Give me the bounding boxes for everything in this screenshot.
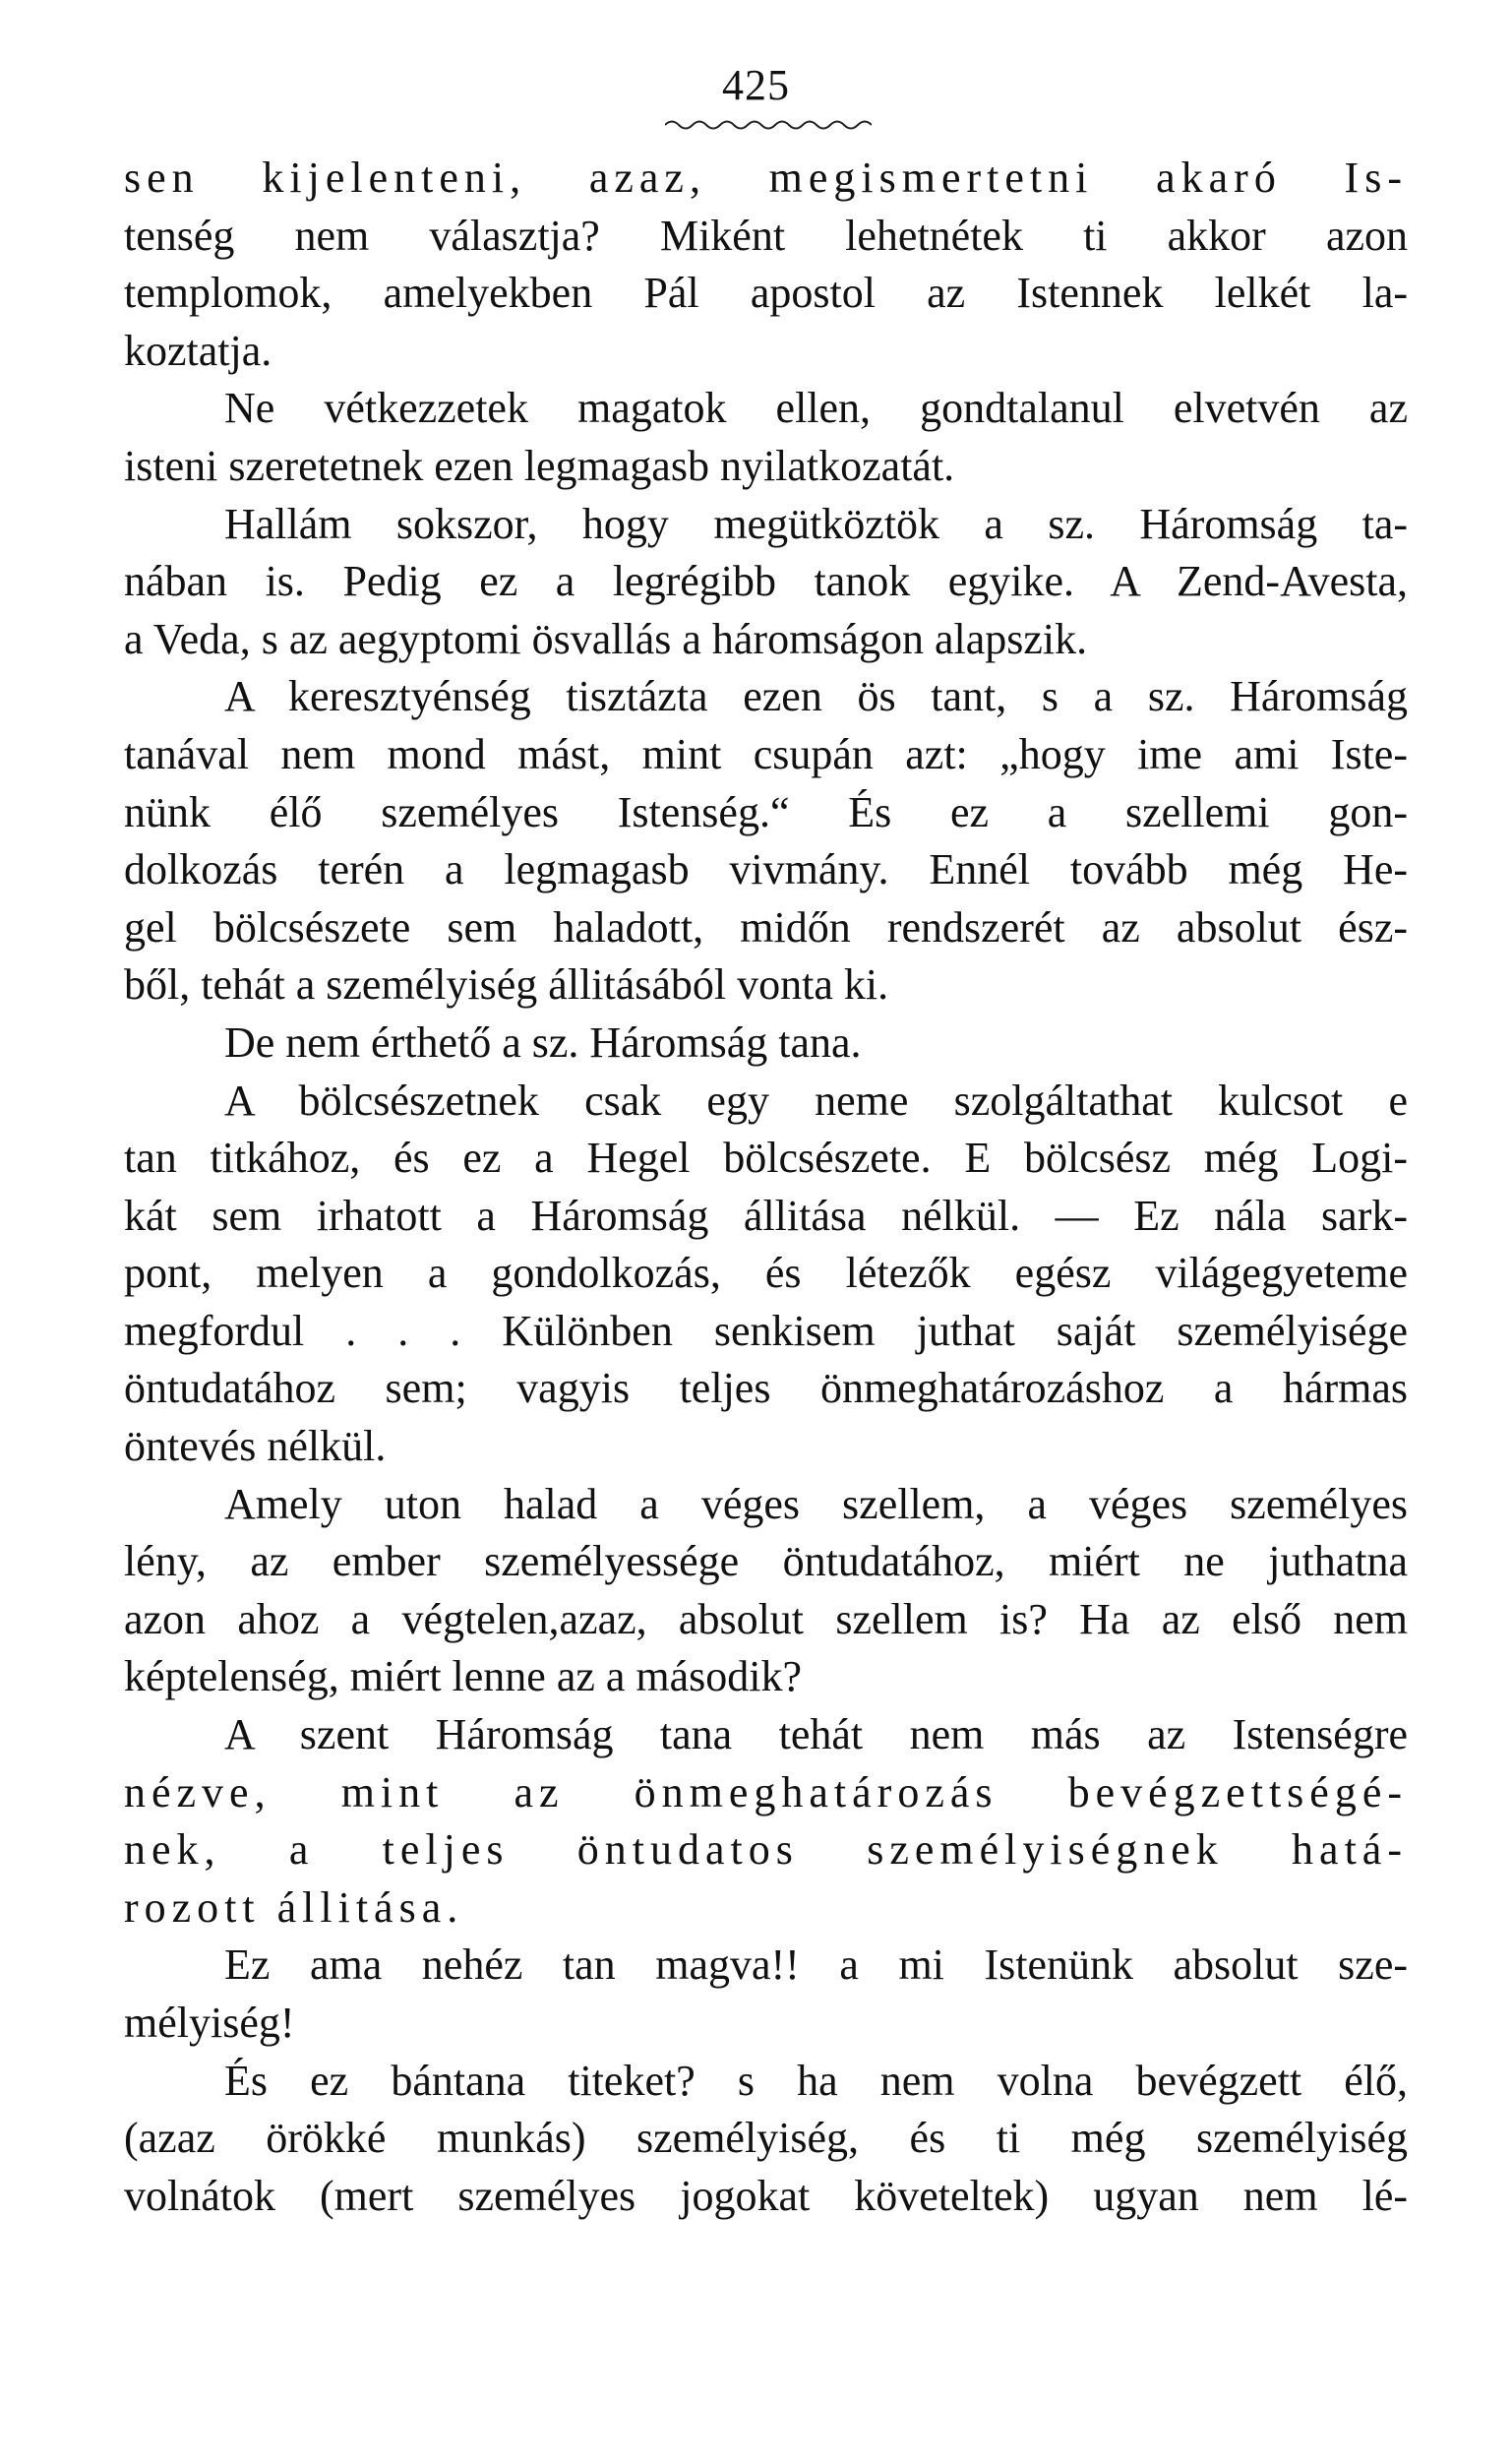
- text-line: nek, a teljes öntudatos személyiségnek hatá-: [124, 1825, 1408, 1875]
- text-line: templomok, amelyekben Pál apostol az Istennek lelkét la-: [124, 269, 1408, 318]
- text-line: volnátok (mert személyes jogokat követeltek) ugyan nem lé-: [124, 2171, 1408, 2220]
- text-line: Amely uton halad a véges szellem, a véges személyes: [224, 1479, 1408, 1528]
- text-line: lény, az ember személyessége öntudatához, miért ne juthatna: [124, 1537, 1408, 1586]
- text-line: képtelenség, miért lenne az a második?: [124, 1652, 803, 1701]
- text-line: Ez ama nehéz tan magva!! a mi Istenünk absolut sze-: [224, 1940, 1408, 1990]
- text-line: A bölcsészetnek csak egy neme szolgáltathat kulcsot e: [224, 1076, 1408, 1125]
- text-line: tenség nem választja? Miként lehetnétek ti akkor azon: [124, 211, 1408, 260]
- text-line: És ez bántana titeket? s ha nem volna bevégzett élő,: [224, 2056, 1408, 2105]
- text-line: rozott állitása.: [124, 1882, 464, 1932]
- text-line: nünk élő személyes Istenség.“ És ez a szellemi gon-: [124, 787, 1408, 836]
- text-line: pont, melyen a gondolkozás, és létezők egész világegyeteme: [124, 1249, 1408, 1298]
- text-line: azon ahoz a végtelen,azaz, absolut szellem is? Ha az első nem: [124, 1594, 1408, 1643]
- text-line: mélyiség!: [124, 1999, 295, 2047]
- text-line: a Veda, s az aegyptomi ösvallás a háromságon alapszik.: [124, 614, 1088, 663]
- text-line: De nem érthető a sz. Háromság tana.: [224, 1017, 862, 1067]
- text-line: sen kijelenteni, azaz, megismertetni akaró Is-: [124, 154, 1408, 202]
- text-line: isteni szeretetnek ezen legmagasb nyilatkozatát.: [124, 441, 955, 490]
- page-number: 425: [722, 61, 790, 109]
- text-line: tanával nem mond mást, mint csupán azt: „hogy ime ami Iste-: [124, 729, 1408, 778]
- body-text: [124, 150, 1408, 2225]
- text-line: nában is. Pedig ez a legrégibb tanok egyike. A Zend-Avesta,: [124, 557, 1408, 606]
- text-line: megfordul . . . Különben senkisem juthat saját személyisége: [124, 1306, 1408, 1355]
- text-line: kát sem irhatott a Háromság állitása nélkül. — Ez nála sark-: [124, 1191, 1408, 1240]
- text-line: öntudatához sem; vagyis teljes önmeghatározáshoz a hármas: [124, 1364, 1408, 1413]
- text-line: nézve, mint az önmeghatározás bevégzettségé-: [124, 1767, 1408, 1816]
- text-line: A szent Háromság tana tehát nem más az Istenségre: [224, 1710, 1408, 1759]
- decorative-wavy-rule: [665, 118, 872, 132]
- text-line: gel bölcsészete sem haladott, midőn rendszerét az absolut ész-: [124, 902, 1408, 952]
- text-line: ből, tehát a személyiség állitásából vonta ki.: [124, 960, 889, 1010]
- text-line: Ne vétkezzetek magatok ellen, gondtalanul elvetvén az: [224, 384, 1408, 433]
- text-line: koztatja.: [124, 326, 272, 375]
- text-line: tan titkához, és ez a Hegel bölcsészete. E bölcsész még Logi-: [124, 1134, 1408, 1183]
- text-line: (azaz örökké munkás) személyiség, és ti még személyiség: [124, 2114, 1408, 2163]
- text-line: A keresztyénség tisztázta ezen ös tant, s a sz. Háromság: [224, 672, 1408, 721]
- text-line: dolkozás terén a legmagasb vivmány. Ennél tovább még He-: [124, 845, 1408, 894]
- text-line: öntevés nélkül.: [124, 1422, 387, 1471]
- text-line: Hallám sokszor, hogy megütköztök a sz. Háromság ta-: [224, 499, 1408, 548]
